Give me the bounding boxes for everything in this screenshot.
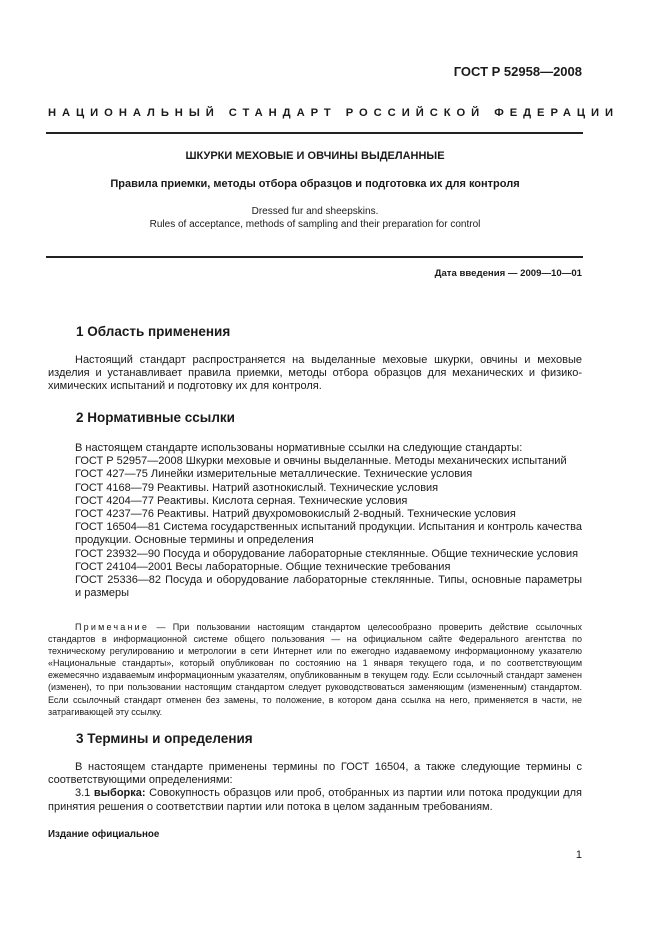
reference-title: Посуда и оборудование лабораторные стеклянные. Общие технические условия <box>163 547 579 560</box>
english-title-line2: Rules of acceptance, methods of sampling and their preparation for control <box>149 219 481 230</box>
section-1-body <box>48 354 582 394</box>
references-intro: В настоящем стандарте использованы нормативные ссылки на следующие стандарты: <box>75 442 523 454</box>
reference-title: Весы лабораторные. Общие технические требования <box>175 560 451 573</box>
national-standard-banner: НАЦИОНАЛЬНЫЙ СТАНДАРТ РОССИЙСКОЙ ФЕДЕРАЦИИ <box>48 107 620 119</box>
reference-code: ГОСТ 4168—79 <box>75 481 154 494</box>
document-subtitle: Правила приемки, методы отбора образцов и подготовка их для контроля <box>110 178 520 190</box>
title-divider <box>46 256 583 258</box>
term-number: 3.1 <box>75 787 91 800</box>
reference-item <box>48 508 582 521</box>
reference-title: Реактивы. Натрий азотнокислый. Технические условия <box>157 481 439 494</box>
standard-code: ГОСТ Р 52958—2008 <box>453 64 582 79</box>
reference-title: Реактивы. Кислота серная. Технические условия <box>157 494 408 507</box>
reference-code: ГОСТ 25336—82 <box>75 574 162 587</box>
reference-item <box>48 548 582 561</box>
top-divider <box>46 132 583 134</box>
english-title-line1: Dressed fur and sheepskins. <box>251 206 379 217</box>
term-name: выборка: <box>93 787 146 800</box>
section-1-heading: 1 Область применения <box>76 324 231 339</box>
note-text: — При пользовании настоящим стандартом целесообразно проверить действие ссылочных стандартов в информационной системе общего пользования — на официальном сайте Федерального агентства по техническому регулированию и метрологии в сети Интернет или по ежегодно издаваемому информационному указателю «Национальные стандарты», который опубликован по состоянию на 1 января текущего года, и по соответствующим ежемесячно издаваемым информационным указателям, опубликованным в текущем году. Если ссылочный стандарт заменен (изменен), то при пользовании настоящим стандартом следует руководствоваться заменяющим (измененным) стандартом. Если ссылочный стандарт отменен без замены, то положение, в котором дана ссылка на него, применяется в части, не затрагивающей эту ссылку. <box>48 622 582 717</box>
reference-title: Шкурки меховые и овчины выделанные. Методы механических испытаний <box>185 455 567 468</box>
reference-code: ГОСТ 4237—76 <box>75 508 154 521</box>
reference-code: ГОСТ 24104—2001 <box>75 560 173 573</box>
reference-title: Посуда и оборудование лабораторные стеклянные. Типы, основные параметры и размеры <box>75 574 582 600</box>
section-2-body <box>48 442 582 600</box>
reference-list <box>48 455 582 600</box>
reference-title: Линейки измерительные металлические. Технические условия <box>150 468 473 481</box>
reference-code: ГОСТ 4204—77 <box>75 494 154 507</box>
reference-item <box>48 521 582 547</box>
note-block <box>48 621 582 718</box>
reference-item <box>48 574 582 600</box>
section-3-body <box>48 761 582 814</box>
reference-code: ГОСТ 16504—81 <box>75 521 161 534</box>
section-2-heading: 2 Нормативные ссылки <box>76 410 235 425</box>
reference-code: ГОСТ Р 52957—2008 <box>75 455 183 468</box>
term-3-1 <box>48 787 582 813</box>
reference-title: Реактивы. Натрий двухромовокислый 2-водный. Технические условия <box>157 508 516 521</box>
note-paragraph <box>48 621 582 718</box>
document-title: ШКУРКИ МЕХОВЫЕ И ОВЧИНЫ ВЫДЕЛАННЫЕ <box>185 150 445 162</box>
reference-code: ГОСТ 427—75 <box>75 468 148 481</box>
reference-item <box>48 468 582 481</box>
reference-title: Система государственных испытаний продукции. Испытания и контроль качества продукции. Основные термины и определения <box>75 521 582 547</box>
reference-item <box>48 561 582 574</box>
reference-code: ГОСТ 23932—90 <box>75 547 161 560</box>
introduction-date: Дата введения — 2009—10—01 <box>434 268 582 279</box>
page-number: 1 <box>575 849 582 861</box>
section-1-text: Настоящий стандарт распространяется на выделанные меховые шкурки, овчины и меховые изделия и устанавливает правила приемки, методы отбора образцов для механических и физико-химических испытаний и подготовку их для контроля. <box>48 354 582 393</box>
edition-label: Издание официальное <box>48 829 160 840</box>
term-definition: Совокупность образцов или проб, отобранных из партии или потока продукции для принятия решения о соответствии партии или потока в целом заданным требованиям. <box>48 787 583 813</box>
terms-intro: В настоящем стандарте применены термины по ГОСТ 16504, а также следующие термины с соответствующими определениями: <box>48 761 582 787</box>
reference-item <box>48 482 582 495</box>
section-3-heading: 3 Термины и определения <box>76 731 253 746</box>
reference-item <box>48 495 582 508</box>
note-label: Примечание <box>75 622 150 632</box>
reference-item <box>48 455 582 468</box>
